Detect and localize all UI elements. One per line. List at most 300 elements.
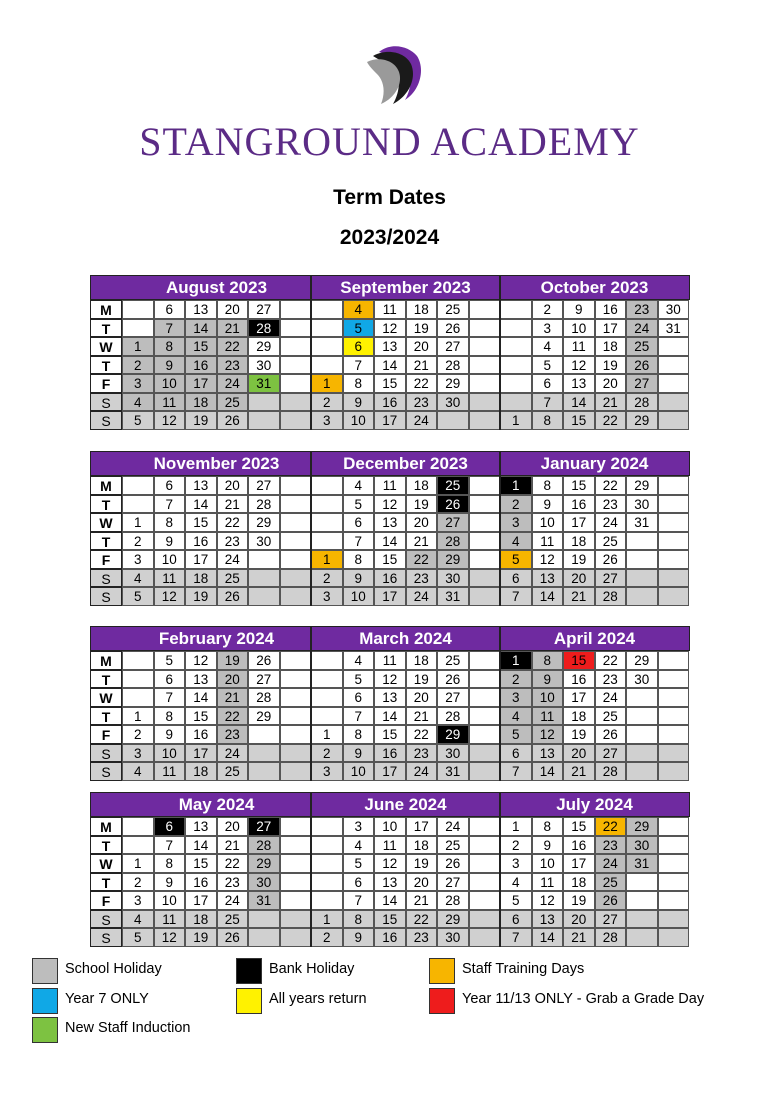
month-separator bbox=[499, 626, 501, 781]
day-label: S bbox=[90, 762, 122, 781]
empty-cell bbox=[311, 319, 343, 338]
day-cell: 31 bbox=[248, 891, 280, 910]
day-cell: 2 bbox=[311, 744, 343, 763]
day-cell: 12 bbox=[532, 550, 564, 569]
day-cell: 21 bbox=[217, 319, 249, 338]
empty-cell bbox=[469, 836, 501, 855]
day-cell: 27 bbox=[437, 337, 469, 356]
legend-swatch bbox=[236, 958, 262, 984]
day-cell: 15 bbox=[185, 513, 217, 532]
empty-cell bbox=[658, 854, 690, 873]
day-cell: 8 bbox=[154, 337, 186, 356]
empty-cell bbox=[626, 707, 658, 726]
empty-cell bbox=[280, 651, 312, 670]
day-label: S bbox=[90, 587, 122, 606]
day-label: S bbox=[90, 411, 122, 430]
day-cell: 20 bbox=[563, 910, 595, 929]
day-cell: 15 bbox=[185, 707, 217, 726]
day-cell: 23 bbox=[595, 670, 627, 689]
day-cell: 30 bbox=[437, 569, 469, 588]
empty-cell bbox=[658, 836, 690, 855]
day-cell: 19 bbox=[406, 319, 438, 338]
day-cell: 21 bbox=[406, 891, 438, 910]
day-cell: 4 bbox=[500, 532, 532, 551]
empty-cell bbox=[626, 569, 658, 588]
empty-cell bbox=[469, 744, 501, 763]
day-cell: 4 bbox=[122, 569, 154, 588]
calendar-block bbox=[90, 451, 690, 606]
empty-cell bbox=[280, 495, 312, 514]
day-cell: 10 bbox=[374, 817, 406, 836]
day-cell: 1 bbox=[311, 725, 343, 744]
day-cell: 19 bbox=[406, 495, 438, 514]
day-cell: 1 bbox=[311, 374, 343, 393]
day-cell: 17 bbox=[563, 854, 595, 873]
day-label: F bbox=[90, 374, 122, 393]
day-cell: 26 bbox=[595, 725, 627, 744]
empty-cell bbox=[469, 873, 501, 892]
day-cell: 20 bbox=[595, 374, 627, 393]
day-cell: 9 bbox=[343, 393, 375, 412]
day-cell: 11 bbox=[154, 762, 186, 781]
day-cell: 11 bbox=[532, 873, 564, 892]
day-cell: 20 bbox=[406, 513, 438, 532]
empty-cell bbox=[658, 356, 690, 375]
day-cell: 18 bbox=[563, 873, 595, 892]
day-cell: 29 bbox=[437, 550, 469, 569]
day-label: S bbox=[90, 744, 122, 763]
day-cell: 7 bbox=[154, 319, 186, 338]
day-cell: 20 bbox=[217, 817, 249, 836]
academy-logo-icon bbox=[351, 38, 431, 118]
legend-swatch bbox=[32, 988, 58, 1014]
day-cell: 17 bbox=[406, 817, 438, 836]
day-cell: 9 bbox=[532, 495, 564, 514]
empty-cell bbox=[311, 532, 343, 551]
day-cell: 4 bbox=[532, 337, 564, 356]
day-cell: 7 bbox=[500, 762, 532, 781]
day-cell: 15 bbox=[374, 374, 406, 393]
day-cell: 28 bbox=[248, 495, 280, 514]
day-cell: 21 bbox=[217, 495, 249, 514]
empty-cell bbox=[280, 532, 312, 551]
day-cell: 20 bbox=[217, 670, 249, 689]
day-cell: 31 bbox=[437, 762, 469, 781]
day-cell: 27 bbox=[595, 569, 627, 588]
day-cell: 8 bbox=[343, 725, 375, 744]
empty-cell bbox=[248, 569, 280, 588]
day-cell: 27 bbox=[248, 817, 280, 836]
day-cell: 22 bbox=[217, 513, 249, 532]
day-cell: 23 bbox=[406, 744, 438, 763]
empty-cell bbox=[469, 411, 501, 430]
day-cell: 19 bbox=[595, 356, 627, 375]
day-label: W bbox=[90, 337, 122, 356]
empty-cell bbox=[280, 891, 312, 910]
empty-cell bbox=[469, 725, 501, 744]
day-cell: 2 bbox=[311, 569, 343, 588]
empty-cell bbox=[469, 374, 501, 393]
day-cell: 30 bbox=[248, 356, 280, 375]
day-cell: 5 bbox=[343, 319, 375, 338]
day-cell: 18 bbox=[185, 762, 217, 781]
day-cell: 21 bbox=[217, 688, 249, 707]
month-name: February 2024 bbox=[158, 629, 275, 648]
empty-cell bbox=[658, 651, 690, 670]
day-label: T bbox=[90, 356, 122, 375]
day-cell: 23 bbox=[626, 300, 658, 319]
day-cell: 5 bbox=[532, 356, 564, 375]
day-cell: 20 bbox=[217, 300, 249, 319]
empty-cell bbox=[311, 513, 343, 532]
day-cell: 9 bbox=[154, 725, 186, 744]
empty-cell bbox=[500, 356, 532, 375]
day-cell: 14 bbox=[185, 495, 217, 514]
empty-cell bbox=[311, 707, 343, 726]
day-cell: 4 bbox=[343, 836, 375, 855]
empty-cell bbox=[469, 550, 501, 569]
empty-cell bbox=[469, 910, 501, 929]
day-label: S bbox=[90, 910, 122, 929]
day-cell: 15 bbox=[563, 651, 595, 670]
day-cell: 8 bbox=[154, 513, 186, 532]
day-cell: 2 bbox=[122, 873, 154, 892]
empty-cell bbox=[280, 744, 312, 763]
empty-cell bbox=[626, 873, 658, 892]
month-name: April 2024 bbox=[553, 629, 636, 648]
day-cell: 5 bbox=[122, 928, 154, 947]
day-cell: 23 bbox=[406, 569, 438, 588]
month-name: August 2023 bbox=[165, 278, 268, 297]
empty-cell bbox=[311, 688, 343, 707]
empty-cell bbox=[280, 725, 312, 744]
day-cell: 26 bbox=[626, 356, 658, 375]
day-cell: 24 bbox=[217, 550, 249, 569]
day-cell: 13 bbox=[185, 817, 217, 836]
empty-cell bbox=[500, 319, 532, 338]
day-cell: 27 bbox=[248, 300, 280, 319]
day-cell: 28 bbox=[437, 707, 469, 726]
day-label: T bbox=[90, 495, 122, 514]
day-cell: 5 bbox=[122, 587, 154, 606]
day-cell: 13 bbox=[185, 476, 217, 495]
day-cell: 30 bbox=[248, 532, 280, 551]
day-cell: 14 bbox=[532, 928, 564, 947]
day-cell: 25 bbox=[437, 300, 469, 319]
empty-cell bbox=[280, 836, 312, 855]
day-cell: 11 bbox=[374, 476, 406, 495]
day-cell: 31 bbox=[658, 319, 690, 338]
month-separator bbox=[310, 451, 312, 606]
day-cell: 10 bbox=[154, 550, 186, 569]
day-cell: 19 bbox=[185, 411, 217, 430]
day-cell: 25 bbox=[437, 651, 469, 670]
day-cell: 7 bbox=[343, 356, 375, 375]
day-cell: 25 bbox=[595, 707, 627, 726]
day-cell: 3 bbox=[500, 513, 532, 532]
day-label: S bbox=[90, 569, 122, 588]
empty-cell bbox=[280, 476, 312, 495]
day-cell: 8 bbox=[343, 550, 375, 569]
day-cell: 17 bbox=[185, 550, 217, 569]
empty-cell bbox=[469, 532, 501, 551]
day-cell: 24 bbox=[595, 513, 627, 532]
empty-cell bbox=[280, 910, 312, 929]
day-label: S bbox=[90, 393, 122, 412]
empty-cell bbox=[658, 817, 690, 836]
day-cell: 26 bbox=[437, 670, 469, 689]
empty-cell bbox=[311, 836, 343, 855]
day-cell: 6 bbox=[500, 744, 532, 763]
empty-cell bbox=[500, 337, 532, 356]
day-cell: 19 bbox=[217, 651, 249, 670]
empty-cell bbox=[658, 550, 690, 569]
empty-cell bbox=[469, 707, 501, 726]
day-cell: 4 bbox=[500, 707, 532, 726]
empty-cell bbox=[469, 587, 501, 606]
day-cell: 24 bbox=[595, 854, 627, 873]
empty-cell bbox=[469, 891, 501, 910]
empty-cell bbox=[658, 513, 690, 532]
day-cell: 16 bbox=[185, 725, 217, 744]
day-cell: 27 bbox=[248, 476, 280, 495]
legend-swatch bbox=[236, 988, 262, 1014]
day-cell: 24 bbox=[217, 891, 249, 910]
day-cell: 28 bbox=[437, 532, 469, 551]
day-cell: 15 bbox=[374, 725, 406, 744]
day-cell: 21 bbox=[217, 836, 249, 855]
day-cell: 8 bbox=[532, 476, 564, 495]
empty-cell bbox=[280, 550, 312, 569]
legend-swatch bbox=[429, 958, 455, 984]
empty-cell bbox=[280, 374, 312, 393]
day-cell: 28 bbox=[595, 928, 627, 947]
empty-cell bbox=[469, 569, 501, 588]
day-cell: 23 bbox=[217, 532, 249, 551]
day-cell: 10 bbox=[154, 891, 186, 910]
day-cell: 7 bbox=[500, 587, 532, 606]
empty-cell bbox=[311, 337, 343, 356]
day-cell: 1 bbox=[122, 337, 154, 356]
day-cell: 4 bbox=[343, 300, 375, 319]
day-cell: 29 bbox=[248, 854, 280, 873]
day-cell: 26 bbox=[217, 411, 249, 430]
day-cell: 2 bbox=[500, 495, 532, 514]
empty-cell bbox=[658, 411, 690, 430]
day-cell: 22 bbox=[595, 817, 627, 836]
empty-cell bbox=[469, 817, 501, 836]
day-cell: 12 bbox=[154, 928, 186, 947]
day-label: M bbox=[90, 476, 122, 495]
day-cell: 1 bbox=[122, 854, 154, 873]
empty-cell bbox=[469, 319, 501, 338]
day-cell: 13 bbox=[532, 569, 564, 588]
school-name: STANGROUND ACADEMY bbox=[139, 119, 640, 164]
day-cell: 10 bbox=[532, 854, 564, 873]
empty-cell bbox=[626, 550, 658, 569]
day-cell: 4 bbox=[343, 476, 375, 495]
day-cell: 12 bbox=[185, 651, 217, 670]
day-cell: 25 bbox=[626, 337, 658, 356]
day-cell: 9 bbox=[563, 300, 595, 319]
day-cell: 9 bbox=[532, 670, 564, 689]
day-cell: 15 bbox=[563, 817, 595, 836]
empty-cell bbox=[658, 532, 690, 551]
day-cell: 29 bbox=[248, 513, 280, 532]
empty-cell bbox=[658, 725, 690, 744]
day-cell: 22 bbox=[406, 374, 438, 393]
day-cell: 11 bbox=[374, 300, 406, 319]
legend-label: Staff Training Days bbox=[462, 961, 585, 977]
day-cell: 9 bbox=[154, 532, 186, 551]
day-cell: 20 bbox=[406, 873, 438, 892]
day-cell: 27 bbox=[595, 744, 627, 763]
legend-label: Year 7 ONLY bbox=[65, 991, 149, 1007]
empty-cell bbox=[122, 495, 154, 514]
day-cell: 17 bbox=[185, 374, 217, 393]
day-cell: 21 bbox=[406, 707, 438, 726]
empty-cell bbox=[500, 300, 532, 319]
month-name: July 2024 bbox=[556, 795, 633, 814]
day-cell: 24 bbox=[595, 688, 627, 707]
day-cell: 14 bbox=[563, 393, 595, 412]
day-cell: 26 bbox=[595, 891, 627, 910]
day-cell: 30 bbox=[626, 670, 658, 689]
day-cell: 29 bbox=[248, 707, 280, 726]
day-cell: 14 bbox=[185, 836, 217, 855]
day-label: T bbox=[90, 532, 122, 551]
day-cell: 23 bbox=[217, 873, 249, 892]
day-cell: 5 bbox=[500, 891, 532, 910]
day-cell: 14 bbox=[374, 707, 406, 726]
day-cell: 29 bbox=[437, 374, 469, 393]
day-cell: 24 bbox=[217, 744, 249, 763]
day-cell: 28 bbox=[595, 762, 627, 781]
day-cell: 7 bbox=[154, 836, 186, 855]
empty-cell bbox=[626, 910, 658, 929]
day-cell: 16 bbox=[563, 495, 595, 514]
day-cell: 20 bbox=[217, 476, 249, 495]
empty-cell bbox=[248, 587, 280, 606]
empty-cell bbox=[122, 817, 154, 836]
empty-cell bbox=[248, 411, 280, 430]
day-cell: 10 bbox=[343, 411, 375, 430]
day-cell: 24 bbox=[406, 411, 438, 430]
empty-cell bbox=[658, 744, 690, 763]
day-cell: 17 bbox=[374, 762, 406, 781]
day-cell: 5 bbox=[154, 651, 186, 670]
day-cell: 19 bbox=[563, 891, 595, 910]
empty-cell bbox=[437, 411, 469, 430]
day-cell: 11 bbox=[532, 532, 564, 551]
empty-cell bbox=[280, 513, 312, 532]
day-cell: 6 bbox=[532, 374, 564, 393]
calendar-block bbox=[90, 275, 690, 430]
day-cell: 31 bbox=[437, 587, 469, 606]
day-cell: 13 bbox=[563, 374, 595, 393]
empty-cell bbox=[469, 513, 501, 532]
day-cell: 10 bbox=[563, 319, 595, 338]
legend-swatch bbox=[32, 958, 58, 984]
day-cell: 20 bbox=[406, 688, 438, 707]
day-label: M bbox=[90, 300, 122, 319]
empty-cell bbox=[280, 411, 312, 430]
day-cell: 8 bbox=[343, 910, 375, 929]
empty-cell bbox=[658, 910, 690, 929]
day-label: M bbox=[90, 651, 122, 670]
day-cell: 6 bbox=[154, 670, 186, 689]
empty-cell bbox=[469, 300, 501, 319]
day-cell: 25 bbox=[595, 532, 627, 551]
calendar-block bbox=[90, 626, 690, 781]
day-cell: 9 bbox=[154, 873, 186, 892]
empty-cell bbox=[280, 569, 312, 588]
empty-cell bbox=[469, 337, 501, 356]
day-cell: 4 bbox=[343, 651, 375, 670]
day-cell: 2 bbox=[122, 356, 154, 375]
day-cell: 19 bbox=[563, 725, 595, 744]
day-cell: 18 bbox=[185, 910, 217, 929]
day-label: T bbox=[90, 836, 122, 855]
day-cell: 21 bbox=[595, 393, 627, 412]
day-cell: 11 bbox=[532, 707, 564, 726]
day-cell: 26 bbox=[437, 319, 469, 338]
day-cell: 22 bbox=[406, 725, 438, 744]
day-cell: 4 bbox=[500, 873, 532, 892]
day-cell: 31 bbox=[626, 513, 658, 532]
day-cell: 21 bbox=[563, 928, 595, 947]
empty-cell bbox=[658, 587, 690, 606]
day-cell: 16 bbox=[185, 532, 217, 551]
legend-label: New Staff Induction bbox=[65, 1020, 191, 1036]
empty-cell bbox=[248, 928, 280, 947]
empty-cell bbox=[248, 744, 280, 763]
day-cell: 8 bbox=[532, 651, 564, 670]
day-label: T bbox=[90, 670, 122, 689]
empty-cell bbox=[311, 817, 343, 836]
day-cell: 14 bbox=[185, 688, 217, 707]
day-cell: 11 bbox=[154, 393, 186, 412]
empty-cell bbox=[658, 476, 690, 495]
day-cell: 21 bbox=[406, 356, 438, 375]
empty-cell bbox=[626, 744, 658, 763]
empty-cell bbox=[248, 910, 280, 929]
day-cell: 30 bbox=[437, 928, 469, 947]
empty-cell bbox=[469, 393, 501, 412]
month-separator bbox=[310, 792, 312, 947]
legend-label: Bank Holiday bbox=[269, 961, 355, 977]
day-cell: 17 bbox=[563, 688, 595, 707]
day-cell: 12 bbox=[563, 356, 595, 375]
day-cell: 31 bbox=[248, 374, 280, 393]
day-cell: 16 bbox=[374, 928, 406, 947]
day-cell: 12 bbox=[374, 670, 406, 689]
day-cell: 17 bbox=[185, 891, 217, 910]
empty-cell bbox=[280, 337, 312, 356]
day-cell: 30 bbox=[437, 744, 469, 763]
day-cell: 26 bbox=[595, 550, 627, 569]
day-cell: 24 bbox=[626, 319, 658, 338]
day-label: T bbox=[90, 873, 122, 892]
day-cell: 1 bbox=[122, 707, 154, 726]
day-cell: 22 bbox=[217, 337, 249, 356]
day-cell: 27 bbox=[595, 910, 627, 929]
day-cell: 22 bbox=[217, 707, 249, 726]
day-cell: 24 bbox=[406, 587, 438, 606]
month-name: November 2023 bbox=[153, 454, 280, 473]
day-cell: 28 bbox=[437, 891, 469, 910]
day-cell: 21 bbox=[406, 532, 438, 551]
